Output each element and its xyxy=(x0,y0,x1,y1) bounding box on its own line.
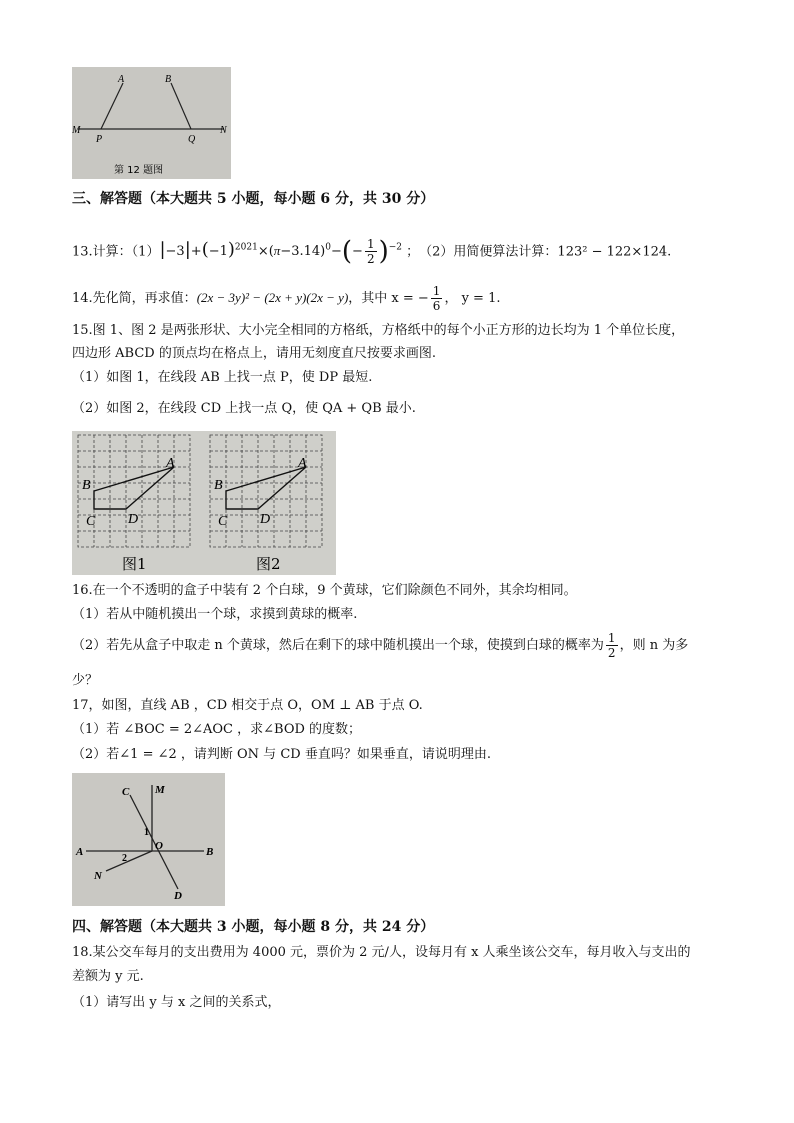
q16-part2 xyxy=(72,628,688,664)
fig1-label: 图1 xyxy=(122,555,147,573)
q15-part1: （1）如图 1，在线段 AB 上找一点 P，使 DP 最短. xyxy=(72,370,373,385)
q14-text1: 14.先化简，再求值： xyxy=(72,291,197,306)
q17-part2: （2）若∠1 = ∠2 ，请判断 ON 与 CD 垂直吗？如果垂直，请说明理由. xyxy=(72,747,491,762)
figure-12-drawing xyxy=(72,67,231,179)
label-P: P xyxy=(96,134,103,145)
fig2-label: 图2 xyxy=(256,555,281,573)
q16-part2b: ，则 n 为多 xyxy=(619,638,689,653)
label-Q: Q xyxy=(188,134,196,145)
label-N: N xyxy=(220,125,227,136)
q16-part2c: 少？ xyxy=(72,673,99,688)
q16-part1: （1）若从中随机摸出一个球，求摸到黄球的概率. xyxy=(72,607,358,622)
q13-part2: ； （2）用简便算法计算：123² − 122×124. xyxy=(406,244,672,260)
q17-part1: （1）若 ∠BOC = 2∠AOC ，求∠BOD 的度数； xyxy=(72,722,362,737)
q14-text3: ， y = 1. xyxy=(444,291,501,306)
q17-line1: 17，如图，直线 AB ，CD 相交于点 O，OM ⊥ AB 于点 O. xyxy=(72,698,423,713)
q14-fraction: $\frac{1}{6}$ xyxy=(432,284,441,313)
svg-text:B: B xyxy=(82,478,91,493)
label-B: B xyxy=(165,74,172,85)
q16-part2a: （2）若先从盒子中取走 n 个黄球，然后在剩下的球中随机摸出一个球，使摸到白球的概率为 xyxy=(72,638,604,653)
figure-17 xyxy=(72,773,225,906)
svg-text:D: D xyxy=(128,512,139,527)
question-14 xyxy=(72,280,500,316)
svg-text:D: D xyxy=(260,512,271,527)
q18-part1: （1）请写出 y 与 x 之间的关系式， xyxy=(72,995,281,1010)
q16-line1: 16.在一个不透明的盒子中装有 2 个白球，9 个黄球，它们除颜色不同外，其余均相同。 xyxy=(72,583,577,598)
svg-text:A: A xyxy=(76,846,84,858)
q14-text2: ，其中 x = − xyxy=(348,291,429,306)
svg-text:N: N xyxy=(94,870,102,882)
label-M: M xyxy=(72,125,81,136)
label-A: A xyxy=(118,74,125,85)
q13-expression: $|-3|+(-1)^{2021}\times(\pi-3.14)^0-(-$ $\frac{1}{2}$ )$^{-2}$ xyxy=(159,236,403,267)
q13-prefix: 13.计算：（1） xyxy=(72,244,160,260)
quad-abcd-1 xyxy=(94,467,174,509)
figure-17-drawing xyxy=(72,773,225,906)
figure-15-grids xyxy=(72,431,336,575)
svg-text:A: A xyxy=(166,456,175,471)
figure-12 xyxy=(72,67,231,179)
svg-text:D: D xyxy=(174,890,182,902)
svg-text:C: C xyxy=(218,514,228,529)
figure-15-drawing xyxy=(72,431,336,575)
section-4-heading: 四、解答题（本大题共 3 小题，每小题 8 分，共 24 分） xyxy=(72,919,435,935)
section-3-heading: 三、解答题（本大题共 5 小题，每小题 6 分，共 30 分） xyxy=(72,191,435,207)
svg-text:C: C xyxy=(86,514,96,529)
q15-line1: 15.图 1、图 2 是两张形状、大小完全相同的方格纸，方格纸中的每个小正方形的边长均为 1 个单位长度， xyxy=(72,323,685,338)
svg-text:B: B xyxy=(214,478,223,493)
q15-part2: （2）如图 2，在线段 CD 上找一点 Q，使 QA + QB 最小. xyxy=(72,401,416,416)
svg-text:A: A xyxy=(298,456,307,471)
q18-line2: 差额为 y 元. xyxy=(72,969,144,984)
q15-line2: 四边形 ABCD 的顶点均在格点上，请用无刻度直尺按要求画图. xyxy=(72,346,436,361)
q14-expression: (2x − 3y)² − (2x + y)(2x − y) xyxy=(196,290,349,305)
svg-text:1: 1 xyxy=(144,827,149,838)
svg-text:2: 2 xyxy=(122,853,127,864)
svg-text:M: M xyxy=(155,784,165,796)
svg-text:C: C xyxy=(122,786,130,798)
svg-text:B: B xyxy=(206,846,214,858)
svg-text:O: O xyxy=(155,840,163,852)
figure-12-caption: 第 12 题图 xyxy=(114,165,164,176)
q18-line1: 18.某公交车每月的支出费用为 4000 元，票价为 2 元/人，设每月有 x 人乘坐该公交车，每月收入与支出的 xyxy=(72,945,691,960)
q16-fraction: $\frac{1}{2}$ xyxy=(607,631,616,660)
quad-abcd-2 xyxy=(226,467,306,509)
question-13 xyxy=(72,230,671,266)
